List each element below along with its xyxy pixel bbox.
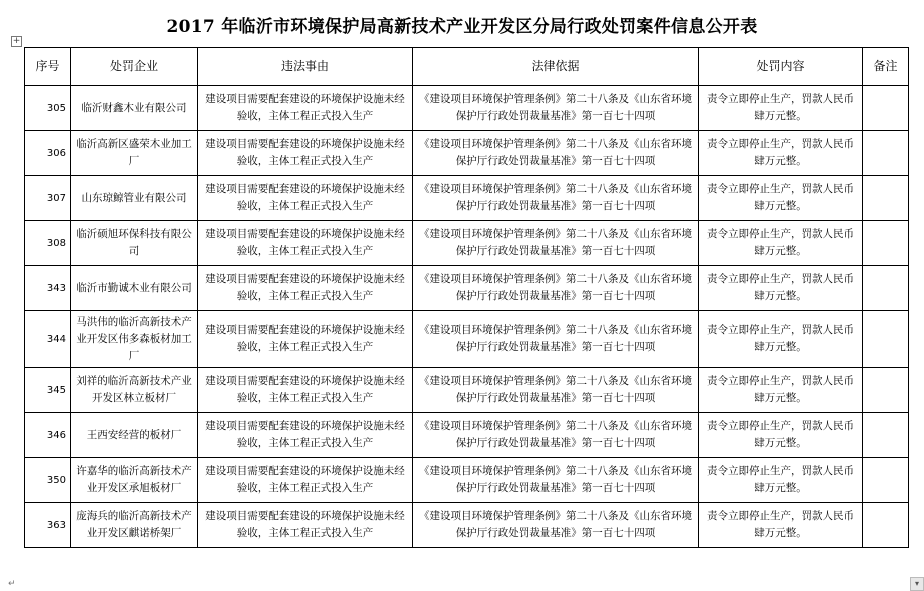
table-row — [25, 368, 909, 413]
table-header-row — [25, 48, 909, 86]
table-row — [25, 413, 909, 458]
table-row — [25, 503, 909, 548]
cell-reason: 建设项目需要配套建设的环境保护设施未经验收，主体工程正式投入生产 — [198, 266, 413, 311]
document-title: 2017 年临沂市环境保护局高新技术产业开发区分局行政处罚案件信息公开表 — [166, 17, 758, 37]
cell-penalty: 责令立即停止生产，罚款人民币肆万元整。 — [699, 503, 863, 548]
header-cell-no: 序号 — [25, 48, 71, 86]
cell-no: 306 — [25, 131, 71, 176]
header-cell-basis: 法律依据 — [413, 48, 699, 86]
cell-no: 345 — [25, 368, 71, 413]
header-cell-penalty: 处罚内容 — [699, 48, 863, 86]
table-row — [25, 176, 909, 221]
cell-basis: 《建设项目环境保护管理条例》第二十八条及《山东省环境保护厅行政处罚裁量基准》第一百七十四项 — [413, 368, 699, 413]
cell-company: 山东琼鲸管业有限公司 — [71, 176, 198, 221]
penalty-table — [24, 47, 909, 548]
cell-reason: 建设项目需要配套建设的环境保护设施未经验收，主体工程正式投入生产 — [198, 221, 413, 266]
cell-no: 305 — [25, 86, 71, 131]
cell-penalty: 责令立即停止生产，罚款人民币肆万元整。 — [699, 221, 863, 266]
cell-note — [863, 221, 909, 266]
cell-reason: 建设项目需要配套建设的环境保护设施未经验收，主体工程正式投入生产 — [198, 86, 413, 131]
cell-penalty: 责令立即停止生产，罚款人民币肆万元整。 — [699, 176, 863, 221]
cell-company: 临沂财鑫木业有限公司 — [71, 86, 198, 131]
cell-reason: 建设项目需要配套建设的环境保护设施未经验收，主体工程正式投入生产 — [198, 503, 413, 548]
table-row — [25, 131, 909, 176]
cell-no: 344 — [25, 311, 71, 368]
cell-basis: 《建设项目环境保护管理条例》第二十八条及《山东省环境保护厅行政处罚裁量基准》第一百七十四项 — [413, 86, 699, 131]
cell-penalty: 责令立即停止生产，罚款人民币肆万元整。 — [699, 413, 863, 458]
paragraph-mark-icon: ↵ — [8, 579, 16, 589]
cell-penalty: 责令立即停止生产，罚款人民币肆万元整。 — [699, 266, 863, 311]
cell-reason: 建设项目需要配套建设的环境保护设施未经验收，主体工程正式投入生产 — [198, 176, 413, 221]
cell-note — [863, 503, 909, 548]
cell-basis: 《建设项目环境保护管理条例》第二十八条及《山东省环境保护厅行政处罚裁量基准》第一百七十四项 — [413, 176, 699, 221]
table-move-handle-icon[interactable]: + — [12, 36, 21, 46]
penalty-table-container — [24, 47, 909, 548]
cell-note — [863, 86, 909, 131]
scroll-corner-icon[interactable]: ▾ — [910, 577, 924, 591]
cell-company: 马洪伟的临沂高新技术产业开发区伟多森板材加工厂 — [71, 311, 198, 368]
cell-no: 307 — [25, 176, 71, 221]
cell-reason: 建设项目需要配套建设的环境保护设施未经验收，主体工程正式投入生产 — [198, 131, 413, 176]
header-cell-company: 处罚企业 — [71, 48, 198, 86]
cell-penalty: 责令立即停止生产，罚款人民币肆万元整。 — [699, 368, 863, 413]
cell-penalty: 责令立即停止生产，罚款人民币肆万元整。 — [699, 311, 863, 368]
table-row — [25, 221, 909, 266]
cell-company: 临沂硕旭环保科技有限公司 — [71, 221, 198, 266]
cell-basis: 《建设项目环境保护管理条例》第二十八条及《山东省环境保护厅行政处罚裁量基准》第一百七十四项 — [413, 266, 699, 311]
cell-no: 363 — [25, 503, 71, 548]
cell-note — [863, 131, 909, 176]
cell-basis: 《建设项目环境保护管理条例》第二十八条及《山东省环境保护厅行政处罚裁量基准》第一百七十四项 — [413, 131, 699, 176]
cell-basis: 《建设项目环境保护管理条例》第二十八条及《山东省环境保护厅行政处罚裁量基准》第一百七十四项 — [413, 311, 699, 368]
cell-company: 庞海兵的临沂高新技术产业开发区麒诺桥架厂 — [71, 503, 198, 548]
cell-company: 许嘉华的临沂高新技术产业开发区承旭板材厂 — [71, 458, 198, 503]
cell-reason: 建设项目需要配套建设的环境保护设施未经验收，主体工程正式投入生产 — [198, 368, 413, 413]
cell-penalty: 责令立即停止生产，罚款人民币肆万元整。 — [699, 86, 863, 131]
cell-company: 王西安经营的板材厂 — [71, 413, 198, 458]
table-row — [25, 266, 909, 311]
table-row — [25, 311, 909, 368]
cell-no: 346 — [25, 413, 71, 458]
cell-penalty: 责令立即停止生产，罚款人民币肆万元整。 — [699, 458, 863, 503]
cell-no: 350 — [25, 458, 71, 503]
cell-reason: 建设项目需要配套建设的环境保护设施未经验收，主体工程正式投入生产 — [198, 413, 413, 458]
cell-penalty: 责令立即停止生产，罚款人民币肆万元整。 — [699, 131, 863, 176]
cell-note — [863, 266, 909, 311]
cell-no: 308 — [25, 221, 71, 266]
header-cell-note: 备注 — [863, 48, 909, 86]
cell-reason: 建设项目需要配套建设的环境保护设施未经验收，主体工程正式投入生产 — [198, 458, 413, 503]
cell-basis: 《建设项目环境保护管理条例》第二十八条及《山东省环境保护厅行政处罚裁量基准》第一百七十四项 — [413, 503, 699, 548]
cell-note — [863, 458, 909, 503]
table-row — [25, 86, 909, 131]
cell-reason: 建设项目需要配套建设的环境保护设施未经验收，主体工程正式投入生产 — [198, 311, 413, 368]
cell-basis: 《建设项目环境保护管理条例》第二十八条及《山东省环境保护厅行政处罚裁量基准》第一百七十四项 — [413, 458, 699, 503]
header-cell-reason: 违法事由 — [198, 48, 413, 86]
cell-basis: 《建设项目环境保护管理条例》第二十八条及《山东省环境保护厅行政处罚裁量基准》第一百七十四项 — [413, 413, 699, 458]
table-row — [25, 458, 909, 503]
cell-note — [863, 368, 909, 413]
cell-note — [863, 311, 909, 368]
cell-company: 临沂高新区盛荣木业加工厂 — [71, 131, 198, 176]
table-body — [25, 86, 909, 548]
cell-note — [863, 413, 909, 458]
cell-company: 临沂市勤诚木业有限公司 — [71, 266, 198, 311]
cell-note — [863, 176, 909, 221]
cell-company: 刘祥的临沂高新技术产业开发区林立板材厂 — [71, 368, 198, 413]
cell-no: 343 — [25, 266, 71, 311]
cell-basis: 《建设项目环境保护管理条例》第二十八条及《山东省环境保护厅行政处罚裁量基准》第一百七十四项 — [413, 221, 699, 266]
